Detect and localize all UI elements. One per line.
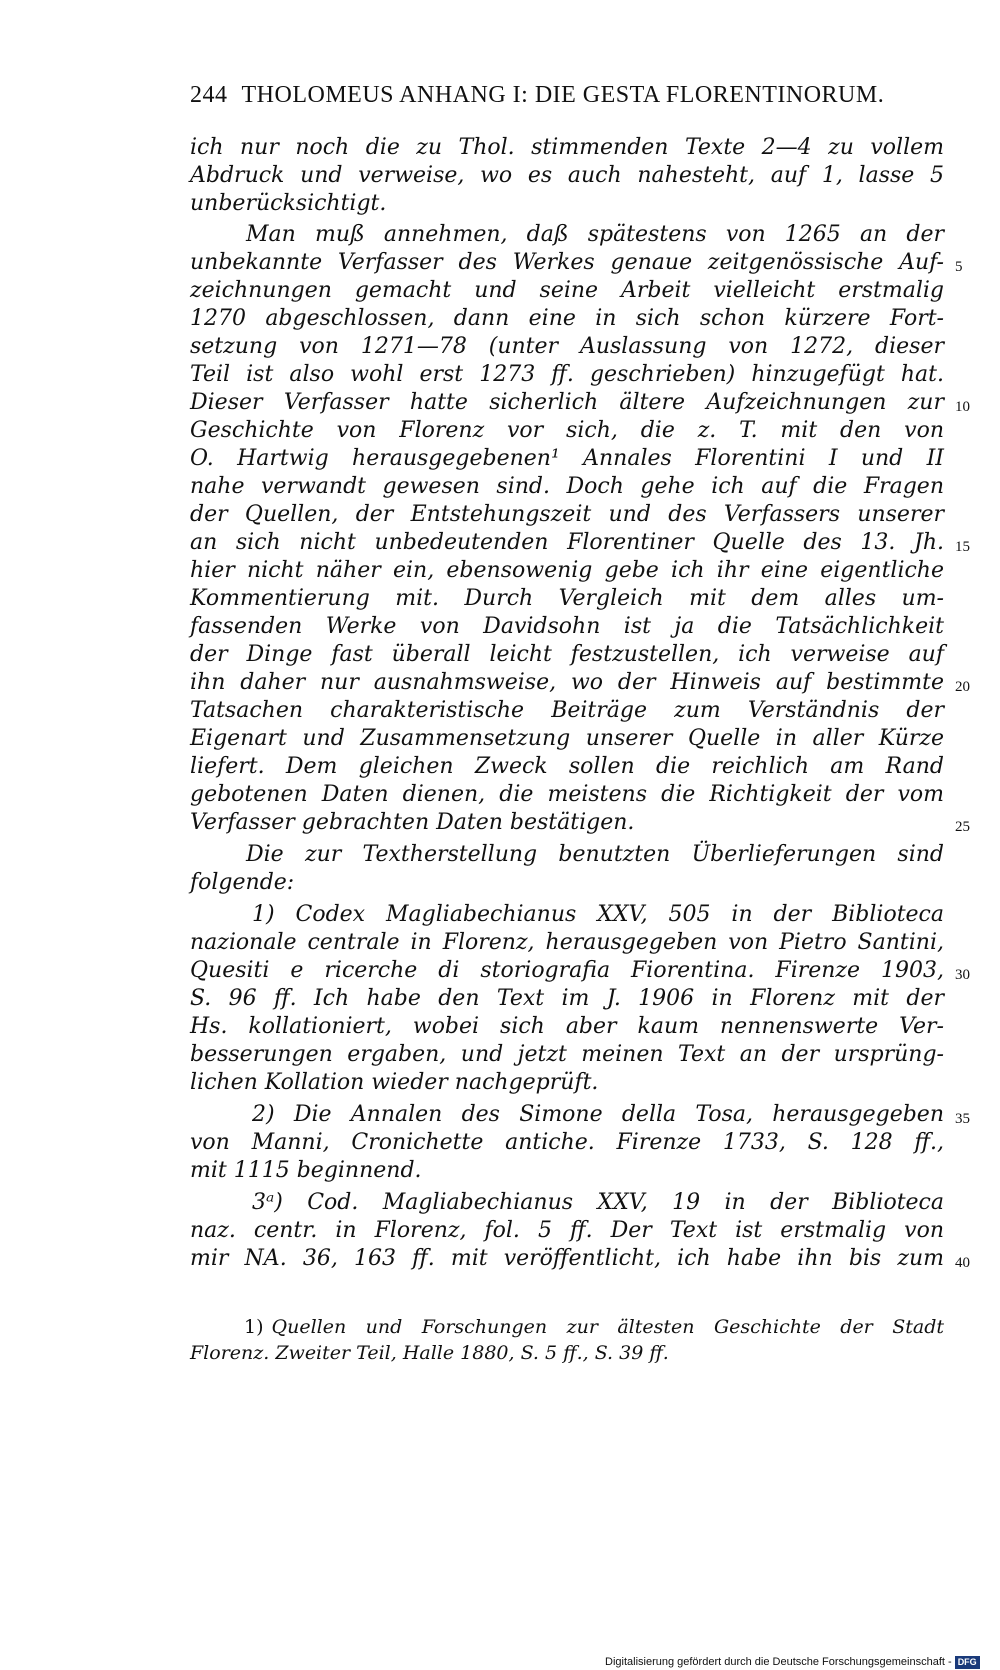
text-line: Teil ist also wohl erst 1273 ff. geschrieben) hinzugefügt hat. bbox=[190, 362, 944, 387]
text-line: Quesiti e ricerche di storiografia Fiorentina. Firenze 1903, bbox=[190, 958, 944, 983]
text-line: fassenden Werke von Davidsohn ist ja die Tatsächlichkeit bbox=[190, 614, 944, 639]
line-number: 10 bbox=[955, 399, 970, 415]
text-line-content: 2) Die Annalen des Simone della Tosa, herausgegeben bbox=[252, 1102, 944, 1127]
text-line: ich nur noch die zu Thol. stimmenden Texte 2—4 zu vollem bbox=[190, 135, 944, 160]
text-line: mit 1115 beginnend. bbox=[190, 1158, 422, 1183]
footnote-mark: 1) bbox=[244, 1316, 264, 1338]
text-line: nahe verwandt gewesen sind. Doch gehe ich auf die Fragen bbox=[190, 474, 944, 499]
page-number: 244 bbox=[190, 82, 228, 108]
dfg-logo: DFG bbox=[955, 1656, 980, 1669]
text-line: Tatsachen charakteristische Beiträge zum Verständnis der bbox=[190, 698, 944, 723]
text-line: besserungen ergaben, und jetzt meinen Text an der ursprüng- bbox=[190, 1042, 944, 1067]
text-line: Geschichte von Florenz vor sich, die z. T. mit den von bbox=[190, 418, 944, 443]
text-line-content: 3ᵃ) Cod. Magliabechianus XXV, 19 in der Biblioteca bbox=[252, 1190, 944, 1215]
text-line: folgende: bbox=[190, 870, 295, 895]
text-line: der Quellen, der Entstehungszeit und des Verfassers unserer bbox=[190, 502, 944, 527]
footnote-text: Quellen und Forschungen zur ältesten Geschichte der Stadt bbox=[271, 1316, 944, 1338]
text-line: Dieser Verfasser hatte sicherlich ältere Aufzeichnungen zur bbox=[190, 390, 944, 415]
text-line: 1270 abgeschlossen, dann eine in sich schon kürzere Fort- bbox=[190, 306, 944, 331]
text-line: ihn daher nur ausnahmsweise, wo der Hinweis auf bestimmte bbox=[190, 670, 944, 695]
text-line: der Dinge fast überall leicht festzustellen, ich verweise auf bbox=[190, 642, 944, 667]
line-number: 5 bbox=[955, 259, 963, 275]
line-number: 40 bbox=[955, 1255, 970, 1271]
text-line: setzung von 1271—78 (unter Auslassung von 1272, dieser bbox=[190, 334, 944, 359]
text-line-content: Die zur Textherstellung benutzten Überlieferungen sind bbox=[246, 842, 944, 867]
text-line: S. 96 ff. Ich habe den Text im J. 1906 in Florenz mit der bbox=[190, 986, 944, 1011]
text-line bbox=[190, 220, 944, 250]
text-line: Kommentierung mit. Durch Vergleich mit dem alles um- bbox=[190, 586, 944, 611]
text-line: Eigenart und Zusammensetzung unserer Quelle in aller Kürze bbox=[190, 726, 944, 751]
text-line-content: 1) Codex Magliabechianus XXV, 505 in der Biblioteca bbox=[252, 902, 944, 927]
digitization-footer bbox=[605, 1654, 997, 1670]
text-line: Abdruck und verweise, wo es auch nahesteht, auf 1, lasse 5 bbox=[190, 163, 944, 188]
text-line: unberücksichtigt. bbox=[190, 191, 387, 216]
running-header bbox=[190, 82, 950, 109]
footer-text: Digitalisierung gefördert durch die Deutsche Forschungsgemeinschaft - bbox=[605, 1656, 952, 1668]
text-line: Hs. kollationiert, wobei sich aber kaum nennenswerte Ver- bbox=[190, 1014, 944, 1039]
line-number: 15 bbox=[955, 539, 970, 555]
line-number: 25 bbox=[955, 819, 970, 835]
line-number: 35 bbox=[955, 1111, 970, 1127]
text-line: hier nicht näher ein, ebensowenig gebe ich ihr eine eigentliche bbox=[190, 558, 944, 583]
footnote-line: Florenz. Zweiter Teil, Halle 1880, S. 5 ff., S. 39 ff. bbox=[190, 1342, 669, 1364]
running-title: THOLOMEUS ANHANG I: DIE GESTA FLORENTINORUM. bbox=[241, 82, 885, 108]
text-line bbox=[190, 1100, 944, 1130]
text-line: mir NA. 36, 163 ff. mit veröffentlicht, ich habe ihn bis zum bbox=[190, 1246, 944, 1271]
text-line: unbekannte Verfasser des Werkes genaue zeitgenössische Auf- bbox=[190, 250, 944, 275]
text-line bbox=[190, 900, 944, 930]
text-line: gebotenen Daten dienen, die meistens die Richtigkeit der vom bbox=[190, 782, 944, 807]
text-line: von Manni, Cronichette antiche. Firenze 1733, S. 128 ff., bbox=[190, 1130, 944, 1155]
text-line: zeichnungen gemacht und seine Arbeit vielleicht erstmalig bbox=[190, 278, 944, 303]
text-line: an sich nicht unbedeutenden Florentiner Quelle des 13. Jh. bbox=[190, 530, 944, 555]
line-number: 20 bbox=[955, 679, 970, 695]
text-line: lichen Kollation wieder nachgeprüft. bbox=[190, 1070, 599, 1095]
text-line: naz. centr. in Florenz, fol. 5 ff. Der Text ist erstmalig von bbox=[190, 1218, 944, 1243]
line-number: 30 bbox=[955, 967, 970, 983]
text-line bbox=[190, 840, 944, 870]
text-line: Verfasser gebrachten Daten bestätigen. bbox=[190, 810, 635, 835]
text-line-content: Man muß annehmen, daß spätestens von 1265 an der bbox=[246, 222, 944, 247]
text-line: nazionale centrale in Florenz, herausgegeben von Pietro Santini, bbox=[190, 930, 944, 955]
text-line: liefert. Dem gleichen Zweck sollen die reichlich am Rand bbox=[190, 754, 944, 779]
text-line bbox=[190, 1188, 944, 1218]
text-line: O. Hartwig herausgegebenen¹ Annales Florentini I und II bbox=[190, 446, 944, 471]
